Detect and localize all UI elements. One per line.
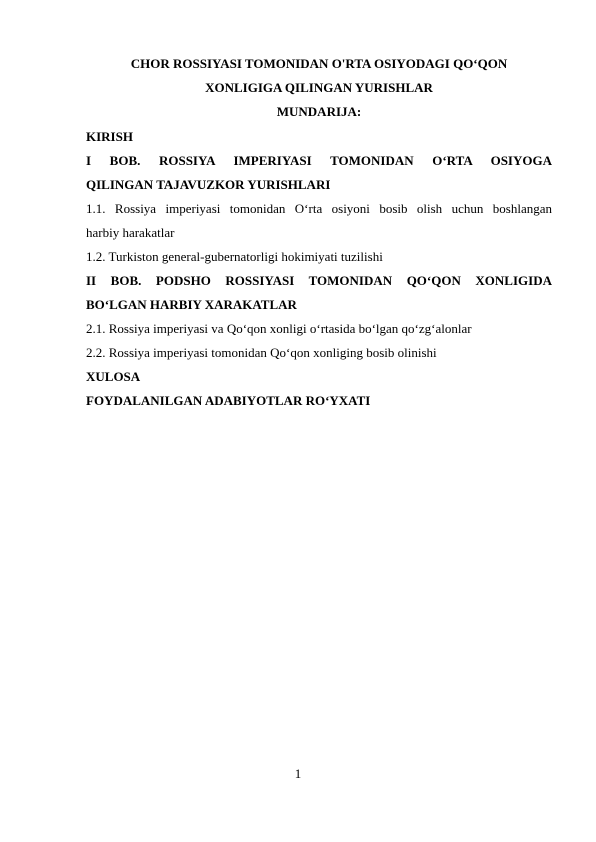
toc-item-section-2-1: 2.1. Rossiya imperiyasi va Qo‘qon xonligi o‘rtasida bo‘lgan qo‘zg‘alonlar — [86, 321, 472, 336]
toc-item-section-1-1-line-1: 1.1. Rossiya imperiyasi tomonidan O‘rta osiyoni bosib olish uchun boshlangan — [86, 201, 552, 216]
document-title-line-1: CHOR ROSSIYASI TOMONIDAN O'RTA OSIYODAGI QO‘QON — [130, 56, 508, 71]
contents-heading: MUNDARIJA: — [276, 104, 362, 119]
toc-item-section-1-1-line-2: harbiy harakatlar — [86, 225, 175, 240]
toc-item-chapter-1-line-1: I BOB. ROSSIYA IMPERIYASI TOMONIDAN O‘RTA OSIYOGA — [86, 153, 552, 168]
toc-item-section-1-2: 1.2. Turkiston general-gubernatorligi hokimiyati tuzilishi — [86, 249, 383, 264]
toc-item-intro: KIRISH — [86, 129, 133, 144]
toc-item-chapter-2-line-1: II BOB. PODSHO ROSSIYASI TOMONIDAN QO‘QON XONLIGIDA — [86, 273, 552, 288]
toc-item-section-2-2: 2.2. Rossiya imperiyasi tomonidan Qo‘qon xonliging bosib olinishi — [86, 345, 437, 360]
toc-item-references: FOYDALANILGAN ADABIYOTLAR RO‘YXATI — [86, 393, 371, 408]
toc-item-chapter-2-line-2: BO‘LGAN HARBIY XARAKATLAR — [86, 297, 297, 312]
document-title-line-2: XONLIGIGA QILINGAN YURISHLAR — [205, 80, 433, 95]
page-number: 1 — [294, 766, 302, 781]
toc-item-chapter-1-line-2: QILINGAN TAJAVUZKOR YURISHLARI — [86, 177, 331, 192]
toc-item-conclusion: XULOSA — [86, 369, 141, 384]
table-of-contents — [86, 125, 552, 413]
